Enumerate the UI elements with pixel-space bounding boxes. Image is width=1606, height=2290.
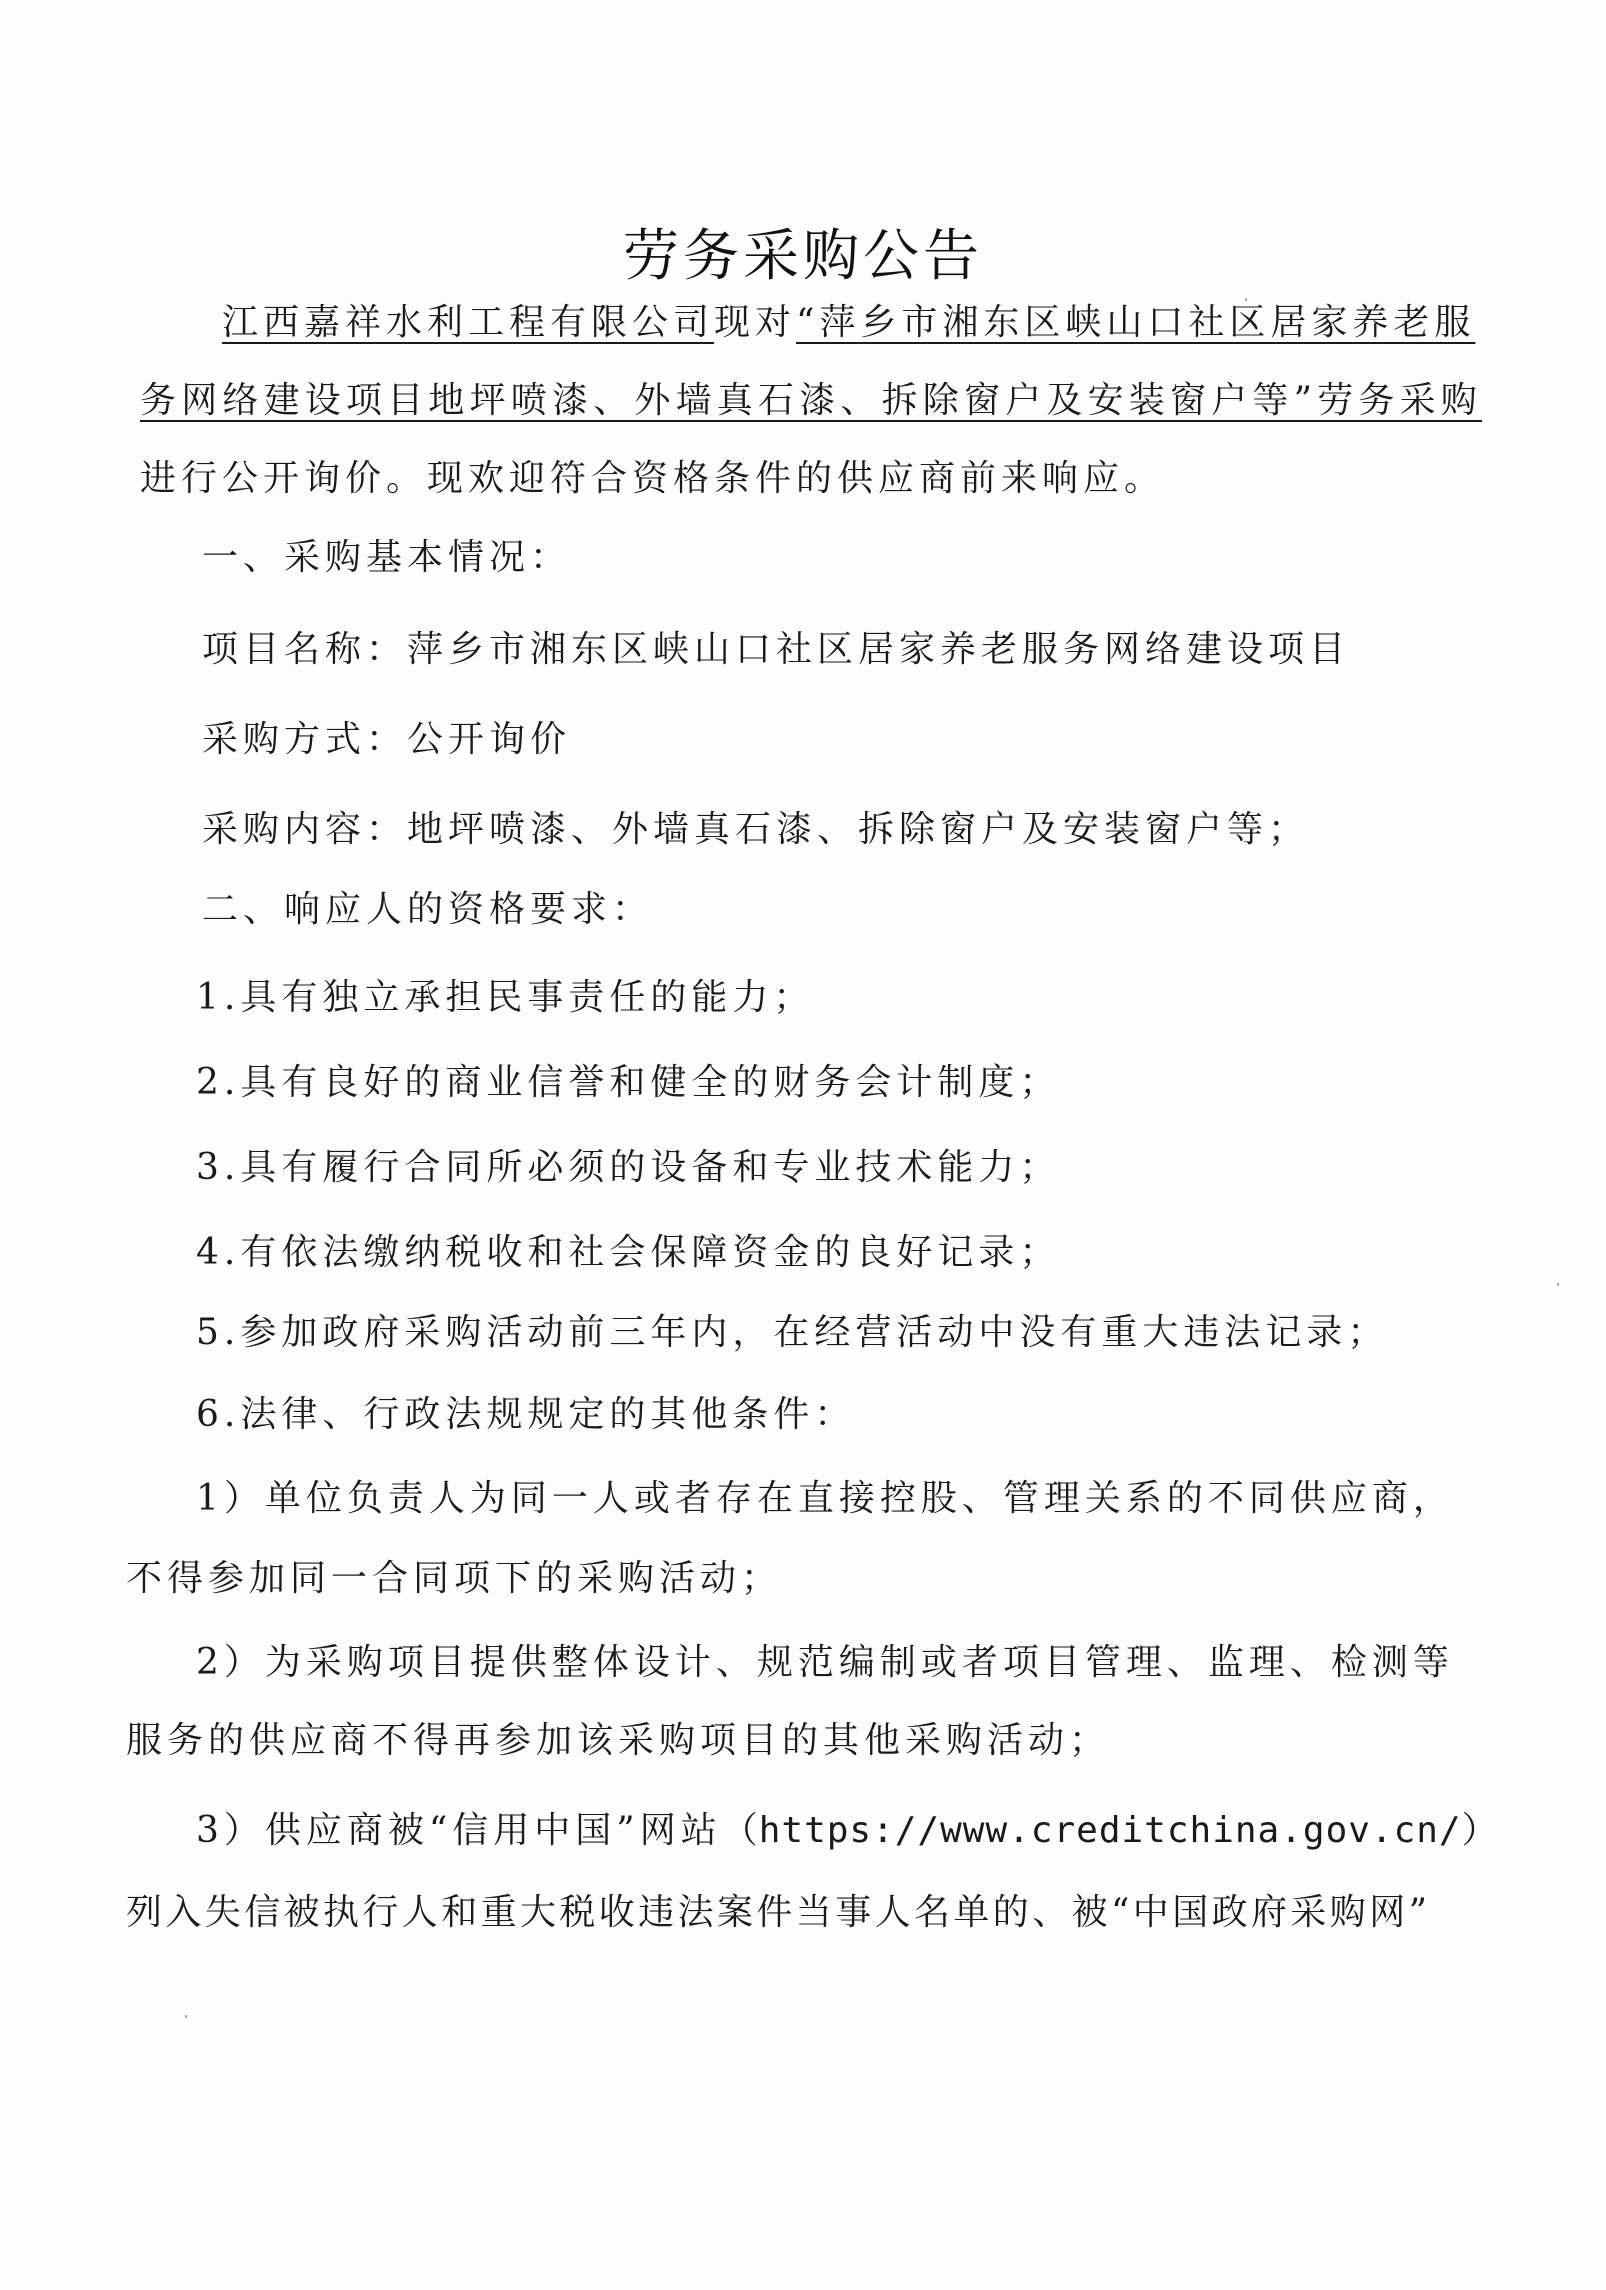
sub-item-2-line-1: 2）为采购项目提供整体设计、规范编制或者项目管理、监理、检测等 [196, 1642, 1454, 1683]
requirement-item-6: 6.法律、行政法规规定的其他条件： [196, 1394, 856, 1435]
sub-item-1-line-1: 1）单位负责人为同一人或者存在直接控股、管理关系的不同供应商， [196, 1478, 1454, 1519]
project-title-start: “萍乡市湘东区峡山口社区居家养老服 [796, 302, 1476, 343]
sub-item-3-line-1 [196, 1808, 1499, 1854]
scan-speck [1245, 298, 1247, 301]
section-2-heading: 二、响应人的资格要求： [202, 889, 654, 930]
sub-item-3-prefix: 3）供应商被“信用中国”网站 [196, 1810, 722, 1851]
requirement-item-2: 2.具有良好的商业信誉和健全的财务会计制度； [196, 1062, 1061, 1103]
procurement-content: 采购内容：地坪喷漆、外墙真石漆、拆除窗户及安装窗户等； [202, 809, 1310, 850]
page-title: 劳务采购公告 [623, 224, 983, 289]
procurement-method: 采购方式：公开询价 [202, 719, 572, 760]
intro-line-3: 进行公开询价。现欢迎符合资格条件的供应商前来响应。 [140, 458, 1166, 499]
requirement-item-1: 1.具有独立承担民事责任的能力； [196, 977, 815, 1018]
intro-line-1 [222, 300, 1475, 346]
intro-connector: 现对 [714, 302, 797, 343]
requirement-item-3: 3.具有履行合同所必须的设备和专业技术能力； [196, 1147, 1061, 1188]
project-title-continued: 务网络建设项目地坪喷漆、外墙真石漆、拆除窗户及安装窗户等”劳务采购 [140, 380, 1483, 421]
creditchina-url: （https://www.creditchina.gov.cn/） [721, 1810, 1499, 1851]
sub-item-3-line-2: 列入失信被执行人和重大税收违法案件当事人名单的、被“中国政府采购网” [126, 1892, 1431, 1933]
sub-item-1-line-2: 不得参加同一合同项下的采购活动； [126, 1558, 783, 1599]
scan-speck [185, 2015, 187, 2018]
sub-item-2-line-2: 服务的供应商不得再参加该采购项目的其他采购活动； [126, 1720, 1111, 1761]
project-name: 项目名称：萍乡市湘东区峡山口社区居家养老服务网络建设项目 [202, 629, 1351, 670]
section-1-heading: 一、采购基本情况： [202, 537, 572, 578]
scan-speck [1557, 1283, 1559, 1286]
requirement-item-5: 5.参加政府采购活动前三年内，在经营活动中没有重大违法记录； [196, 1312, 1389, 1353]
company-name: 江西嘉祥水利工程有限公司 [222, 302, 715, 343]
requirement-item-4: 4.有依法缴纳税收和社会保障资金的良好记录； [196, 1232, 1061, 1273]
intro-line-2 [140, 378, 1482, 424]
